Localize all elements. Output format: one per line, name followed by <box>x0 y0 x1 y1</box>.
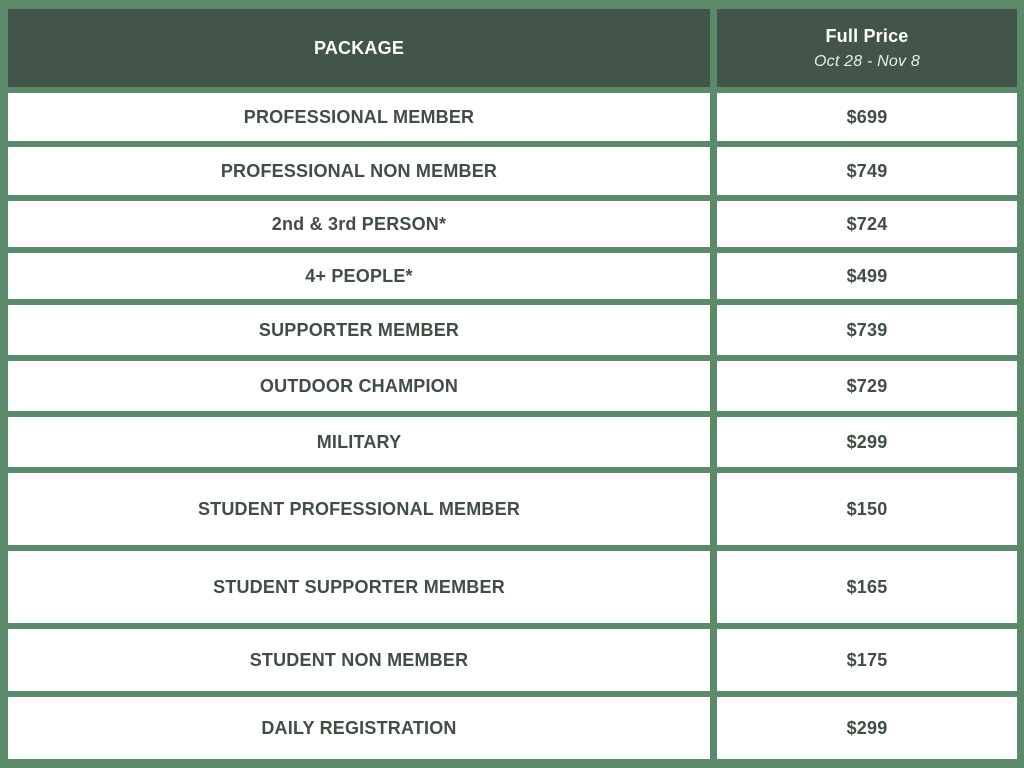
package-cell: OUTDOOR CHAMPION <box>8 361 710 411</box>
package-cell: SUPPORTER MEMBER <box>8 305 710 355</box>
price-cell: $739 <box>717 305 1017 355</box>
package-cell: STUDENT NON MEMBER <box>8 629 710 691</box>
price-column-header <box>717 9 1017 87</box>
price-header-label: Full Price <box>825 25 909 46</box>
price-cell: $150 <box>717 473 1017 545</box>
package-cell: MILITARY <box>8 417 710 467</box>
price-cell: $699 <box>717 93 1017 141</box>
price-header-dates: Oct 28 - Nov 8 <box>814 52 920 70</box>
price-cell: $724 <box>717 201 1017 247</box>
package-cell: STUDENT SUPPORTER MEMBER <box>8 551 710 623</box>
package-cell: 2nd & 3rd PERSON* <box>8 201 710 247</box>
package-cell: STUDENT PROFESSIONAL MEMBER <box>8 473 710 545</box>
price-cell: $175 <box>717 629 1017 691</box>
price-cell: $299 <box>717 697 1017 759</box>
price-cell: $299 <box>717 417 1017 467</box>
package-column-header <box>8 9 710 87</box>
price-cell: $749 <box>717 147 1017 195</box>
package-cell: PROFESSIONAL NON MEMBER <box>8 147 710 195</box>
price-cell: $729 <box>717 361 1017 411</box>
price-cell: $165 <box>717 551 1017 623</box>
package-header-label: PACKAGE <box>313 37 405 58</box>
package-cell: PROFESSIONAL MEMBER <box>8 93 710 141</box>
price-cell: $499 <box>717 253 1017 299</box>
package-cell: 4+ PEOPLE* <box>8 253 710 299</box>
package-cell: DAILY REGISTRATION <box>8 697 710 759</box>
